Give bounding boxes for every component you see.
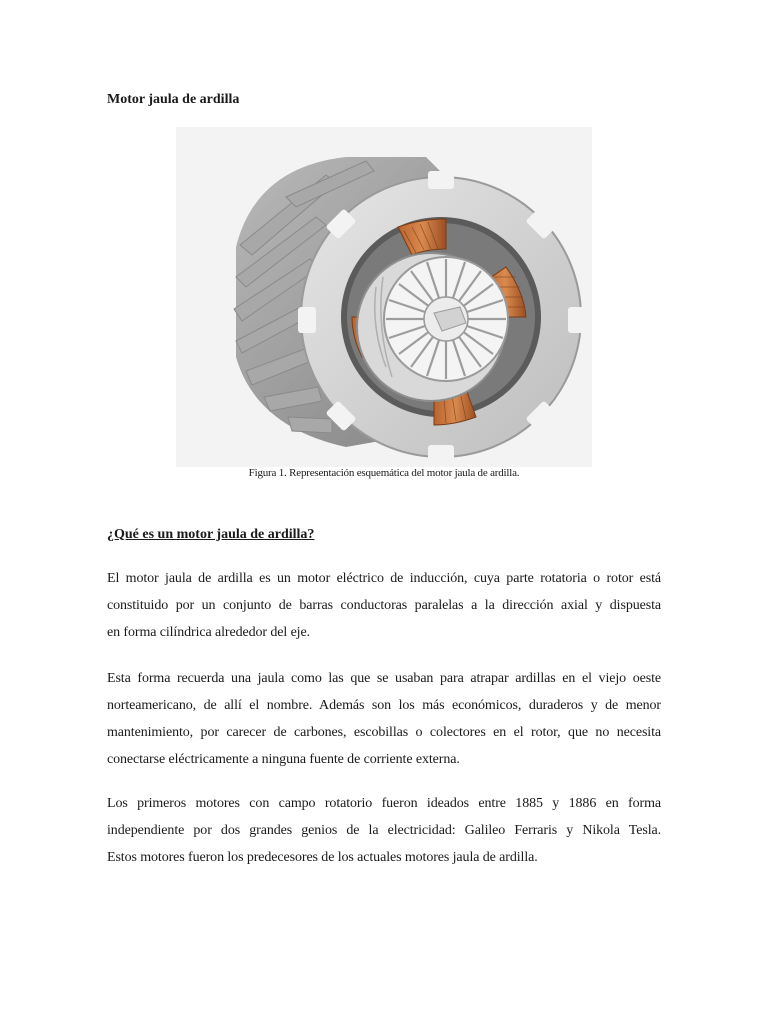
paragraph-line: Estos motores fueron los predecesores de los actuales motores jaula de ardilla. [107, 850, 538, 865]
paragraph-line: norteamericano, de allí el nombre. Además son los más económicos, duraderos y de menor [107, 698, 661, 713]
paragraph-line: constituido por un conjunto de barras conductoras paralelas a la dirección axial y dispuesta [107, 598, 661, 613]
document-title: Motor jaula de ardilla [107, 92, 240, 107]
paragraph-definition [107, 565, 661, 646]
paragraph-name-origin [107, 665, 661, 773]
paragraph-line: independiente por dos grandes genios de la electricidad: Galileo Ferraris y Nikola Tesla. [107, 823, 661, 838]
paragraph-line: en forma cilíndrica alrededor del eje. [107, 625, 310, 640]
paragraph-line: conectarse eléctricamente a ninguna fuente de corriente externa. [107, 752, 460, 767]
squirrel-cage-motor-illustration [176, 127, 592, 467]
paragraph-line: Esta forma recuerda una jaula como las que se usaban para atrapar ardillas en el viejo oeste [107, 671, 661, 686]
paragraph-history [107, 790, 661, 871]
section-heading: ¿Qué es un motor jaula de ardilla? [107, 527, 315, 542]
motor-figure [176, 127, 592, 467]
figure-caption: Figura 1. Representación esquemática del motor jaula de ardilla. [248, 467, 520, 479]
paragraph-line: Los primeros motores con campo rotatorio fueron ideados entre 1885 y 1886 en forma [107, 796, 661, 811]
paragraph-line: mantenimiento, por carecer de carbones, escobillas o colectores en el rotor, que no necesita [107, 725, 661, 740]
paragraph-line: El motor jaula de ardilla es un motor eléctrico de inducción, cuya parte rotatoria o rotor está [107, 571, 661, 586]
